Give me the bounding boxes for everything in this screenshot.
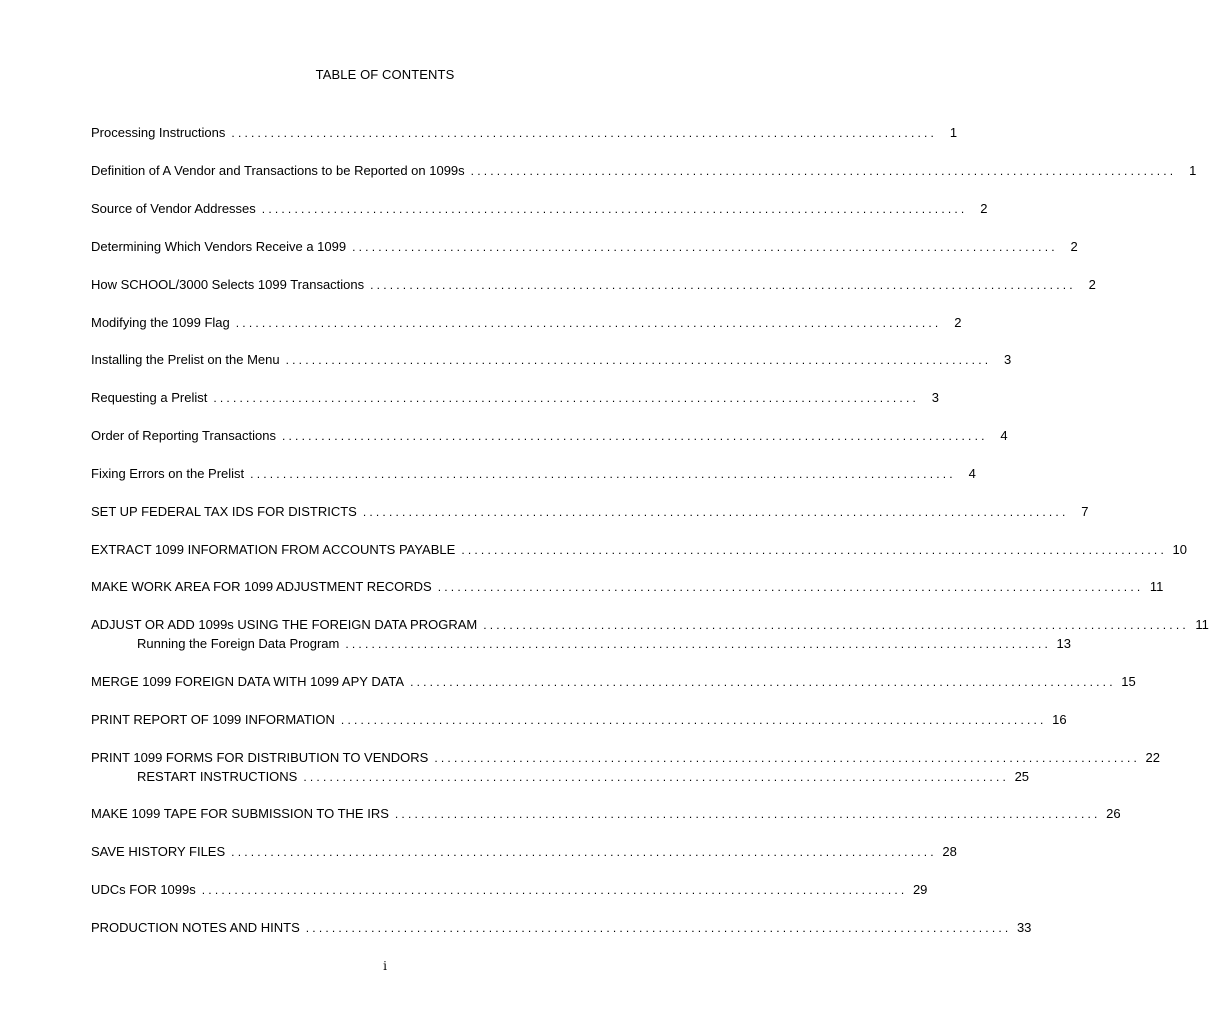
toc-page-number: 33 xyxy=(1016,920,1032,935)
toc-entry-title: Determining Which Vendors Receive a 1099 xyxy=(91,239,347,254)
dot-leader: ............................................................................................................ xyxy=(437,580,1144,594)
toc-page-number: 10 xyxy=(1172,542,1187,557)
toc-page-number: 13 xyxy=(1056,636,1072,651)
toc-entry-title: Requesting a Prelist xyxy=(91,390,208,405)
toc-entry-title: MAKE WORK AREA FOR 1099 ADJUSTMENT RECORDS xyxy=(91,579,432,594)
dot-leader: ............................................................................................................ xyxy=(345,637,1052,651)
toc-page-number: 4 xyxy=(1000,428,1008,443)
dot-leader: ............................................................................................................ xyxy=(340,713,1047,727)
toc-page-number: 3 xyxy=(1004,352,1012,367)
page-title: TABLE OF CONTENTS xyxy=(315,67,455,82)
toc-page-number: 2 xyxy=(980,201,988,216)
toc-page-number: 11 xyxy=(1195,617,1209,632)
dot-leader: ............................................................................................................ xyxy=(470,164,1177,178)
toc-entry xyxy=(91,277,1096,293)
toc-page-number: 1 xyxy=(949,125,958,140)
toc-page-number: 11 xyxy=(1149,579,1164,594)
dot-leader: ............................................................................................................ xyxy=(410,675,1116,689)
toc-entry xyxy=(91,806,1121,822)
toc-entry-title: Order of Reporting Transactions xyxy=(91,428,276,443)
toc-entry-title: PRODUCTION NOTES AND HINTS xyxy=(91,920,300,935)
toc-entry-title: UDCs FOR 1099s xyxy=(91,882,196,897)
toc-entry-title: ADJUST OR ADD 1099s USING THE FOREIGN DATA PROGRAM xyxy=(91,617,478,632)
toc-entry xyxy=(91,466,976,482)
toc-entry xyxy=(91,352,1012,368)
dot-leader: ............................................................................................................ xyxy=(394,807,1101,821)
toc-page-number: 3 xyxy=(931,390,940,405)
toc-entry xyxy=(91,712,1067,728)
toc-entry-title: SAVE HISTORY FILES xyxy=(91,844,226,859)
toc-page-number: 16 xyxy=(1052,712,1067,727)
toc-page-number: 4 xyxy=(968,466,976,481)
toc-entry-title: Installing the Prelist on the Menu xyxy=(91,352,280,367)
toc-entry-title: Modifying the 1099 Flag xyxy=(91,315,230,330)
toc-entry xyxy=(91,882,928,898)
toc-entry-title: Processing Instructions xyxy=(91,125,226,140)
dot-leader: ............................................................................................................ xyxy=(352,240,1058,254)
dot-leader: ............................................................................................................ xyxy=(231,845,937,859)
dot-leader: ............................................................................................................ xyxy=(370,278,1076,292)
toc-entry-title: PRINT REPORT OF 1099 INFORMATION xyxy=(91,712,335,727)
dot-leader: ............................................................................................................ xyxy=(261,202,968,216)
toc-entry xyxy=(91,390,940,406)
dot-leader: ............................................................................................................ xyxy=(231,126,938,140)
dot-leader: ............................................................................................................ xyxy=(250,467,956,481)
toc-entry xyxy=(91,674,1136,690)
footer-page-number: i xyxy=(383,959,387,973)
toc-entry xyxy=(91,239,1078,255)
toc-entry xyxy=(91,428,1008,444)
toc-subentry xyxy=(137,636,1072,652)
toc-page-number: 25 xyxy=(1014,769,1030,784)
toc-page-number: 7 xyxy=(1081,504,1089,519)
toc-page-number: 15 xyxy=(1121,674,1136,689)
toc-entry xyxy=(91,844,957,860)
dot-leader: ............................................................................................................ xyxy=(201,883,908,897)
dot-leader: ............................................................................................................ xyxy=(281,429,988,443)
dot-leader: ............................................................................................................ xyxy=(362,505,1069,519)
toc-entry-title: Source of Vendor Addresses xyxy=(91,201,256,216)
toc-entry xyxy=(91,201,988,217)
toc-entry xyxy=(91,579,1164,595)
toc-entry xyxy=(91,617,1209,633)
dot-leader: ............................................................................................................ xyxy=(434,751,1141,765)
toc-page-number: 29 xyxy=(912,882,928,897)
toc-entry-title: MERGE 1099 FOREIGN DATA WITH 1099 APY DATA xyxy=(91,674,405,689)
dot-leader: ............................................................................................................ xyxy=(213,391,920,405)
toc-page-number: 2 xyxy=(954,315,962,330)
toc-entry-title: SET UP FEDERAL TAX IDS FOR DISTRICTS xyxy=(91,504,357,519)
toc-entry-title: RESTART INSTRUCTIONS xyxy=(137,769,298,784)
toc-entry-title: Fixing Errors on the Prelist xyxy=(91,466,245,481)
toc-page-number: 1 xyxy=(1189,163,1197,178)
toc-entry xyxy=(91,750,1161,766)
toc-entry-title: PRINT 1099 FORMS FOR DISTRIBUTION TO VENDORS xyxy=(91,750,429,765)
toc-entry xyxy=(91,920,1032,936)
toc-entry-title: Running the Foreign Data Program xyxy=(137,636,340,651)
dot-leader: ............................................................................................................ xyxy=(461,543,1167,557)
dot-leader: ............................................................................................................ xyxy=(483,618,1189,632)
toc-page-number: 26 xyxy=(1106,806,1121,821)
toc-page-number: 2 xyxy=(1088,277,1096,292)
toc-entry xyxy=(91,504,1089,520)
dot-leader: ............................................................................................................ xyxy=(305,921,1012,935)
toc-entry-title: Definition of A Vendor and Transactions to be Reported on 1099s xyxy=(91,163,465,178)
toc-subentry xyxy=(137,769,1030,785)
toc-page-number: 22 xyxy=(1145,750,1161,765)
dot-leader: ............................................................................................................ xyxy=(303,770,1010,784)
dot-leader: ............................................................................................................ xyxy=(285,353,992,367)
toc-entry-title: MAKE 1099 TAPE FOR SUBMISSION TO THE IRS xyxy=(91,806,389,821)
toc-entry xyxy=(91,163,1197,179)
toc-entry xyxy=(91,542,1187,558)
dot-leader: ............................................................................................................ xyxy=(235,316,942,330)
toc-entry xyxy=(91,315,962,331)
toc-entry-title: How SCHOOL/3000 Selects 1099 Transactions xyxy=(91,277,365,292)
toc-page-number: 2 xyxy=(1070,239,1078,254)
toc-entry xyxy=(91,125,958,141)
toc-entry-title: EXTRACT 1099 INFORMATION FROM ACCOUNTS PAYABLE xyxy=(91,542,456,557)
toc-page-number: 28 xyxy=(942,844,957,859)
